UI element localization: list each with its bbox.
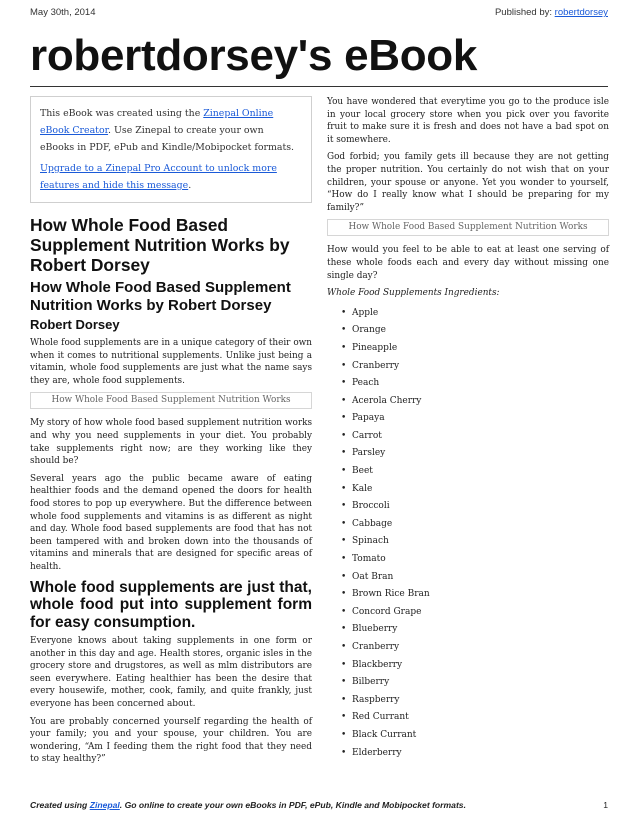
ingredient-item: • Red Currant	[341, 709, 609, 727]
article-author: Robert Dorsey	[30, 317, 120, 332]
upgrade-pro-link[interactable]: Upgrade to a Zinepal Pro Account to unlock more features and hide this message	[40, 163, 277, 191]
left-column	[30, 96, 312, 771]
ingredients-heading: Whole Food Supplements Ingredients:	[327, 288, 500, 299]
notice-text-pre: This eBook was created using the	[40, 108, 204, 119]
paragraph-4: Everyone knows about taking supplements in one form or another in this day and age. Health stores, organic isles in the grocery store and drugstores, as well as mlm distributors are seen everywhere. Eating healthier has been the desire that every housewife, mother, cook, family, and quite frankly, just everyone has been concerned about.	[30, 636, 312, 709]
ingredient-item: • Papaya	[341, 410, 609, 428]
ingredient-item: • Cranberry	[341, 358, 609, 376]
published-by-label: Published by:	[494, 7, 555, 18]
right-column	[327, 96, 609, 762]
section-heading: Whole food supplements are just that, whole food put into supplement form for easy consumption.	[30, 578, 312, 631]
footer-text-post: . Go online to create your own eBooks in PDF, ePub, Kindle and Mobipocket formats.	[119, 800, 466, 810]
ingredient-item: • Brown Rice Bran	[341, 586, 609, 604]
page-header	[30, 7, 608, 21]
ingredient-item: • Concord Grape	[341, 604, 609, 622]
ingredient-item: • Tomato	[341, 551, 609, 569]
ingredient-item: • Raspberry	[341, 692, 609, 710]
footer-text-pre: Created using	[30, 800, 90, 810]
paragraph-3: Several years ago the public became aware of eating healthier foods and the demand opened the doors for health food stores to pop up everywhere. But the difference between whole food supplements and vitamins is as different as night and day. Whole food based supplements are food that has not been tampered with and broken down into the thousands of vitamins and minerals that are designed for specific areas of health.	[30, 473, 312, 572]
ingredient-item: • Pineapple	[341, 340, 609, 358]
paragraph-5: You are probably concerned yourself regarding the health of your family; you and your spouse, your children. You are wondering, “Am I feeding them the right food that they need to stay healthy?”	[30, 716, 312, 765]
ingredients-list	[327, 305, 609, 762]
ingredient-item: • Acerola Cherry	[341, 393, 609, 411]
ingredient-item: • Carrot	[341, 428, 609, 446]
ingredient-item: • Parsley	[341, 445, 609, 463]
notice-line-2	[40, 160, 295, 194]
ingredient-item: • Peach	[341, 375, 609, 393]
author-link[interactable]: robertdorsey	[554, 7, 608, 18]
article-title: How Whole Food Based Supplement Nutrition Works by Robert Dorsey	[30, 215, 290, 275]
notice-text-post: . Use Zinepal to create your own eBooks in PDF, ePub and Kindle/Mobipocket formats.	[40, 125, 295, 153]
ingredient-item: • Apple	[341, 305, 609, 323]
zinepal-creator-link[interactable]: Zinepal Online eBook Creator	[40, 108, 274, 136]
publish-date: May 30th, 2014	[30, 7, 96, 18]
ingredient-item: • Elderberry	[341, 745, 609, 763]
article-subtitle: How Whole Food Based Supplement Nutrition Works by Robert Dorsey	[30, 279, 291, 314]
ingredient-item: • Orange	[341, 322, 609, 340]
book-title: robertdorsey's eBook	[30, 31, 478, 80]
ingredient-item: • Cabbage	[341, 516, 609, 534]
paragraph-7: God forbid; you family gets ill because they are not getting the proper nutrition. You certainly do not wish that on your children, your spouse or anyone. Yet you wonder to yourself, “How do I really know what I should be preparing for my family?”	[327, 152, 609, 213]
paragraph-1: Whole food supplements are in a unique category of their own when it comes to nutritional supplements. Unlike just being a vitamin, whole food supplements are just what the name says they are, whole food supplements.	[30, 338, 312, 386]
page-number: 1	[603, 800, 608, 810]
ingredient-item: • Black Currant	[341, 727, 609, 745]
paragraph-2: My story of how whole food based supplement nutrition works and why you need supplements in your diet. You probably take supplements right now; are they working like they should be?	[30, 418, 312, 467]
ingredient-item: • Spinach	[341, 533, 609, 551]
notice-line-1	[40, 105, 295, 156]
zinepal-notice-box	[30, 96, 312, 203]
paragraph-8: How would you feel to be able to eat at least one serving of these whole foods each and every day without missing one single day?	[327, 245, 609, 281]
paragraph-6: You have wondered that everytime you go to the produce isle in your local grocery store when you pick over you favorite fruit to make sure it is fresh and does not have a bad spot on it somewhere.	[327, 97, 609, 145]
page-footer	[30, 800, 608, 810]
ingredient-item: • Bilberry	[341, 674, 609, 692]
ingredient-item: • Broccoli	[341, 498, 609, 516]
ingredient-item: • Cranberry	[341, 639, 609, 657]
title-divider	[30, 86, 608, 87]
image-caption-1: How Whole Food Based Supplement Nutrition Works	[30, 392, 312, 409]
published-by	[495, 7, 608, 18]
image-caption-2: How Whole Food Based Supplement Nutrition Works	[327, 219, 609, 236]
ingredient-item: • Blackberry	[341, 657, 609, 675]
footer-zinepal-link[interactable]: Zinepal	[89, 800, 120, 810]
ingredient-item: • Oat Bran	[341, 569, 609, 587]
ingredient-item: • Beet	[341, 463, 609, 481]
notice-period: .	[188, 180, 192, 191]
ingredient-item: • Blueberry	[341, 621, 609, 639]
ingredient-item: • Kale	[341, 481, 609, 499]
